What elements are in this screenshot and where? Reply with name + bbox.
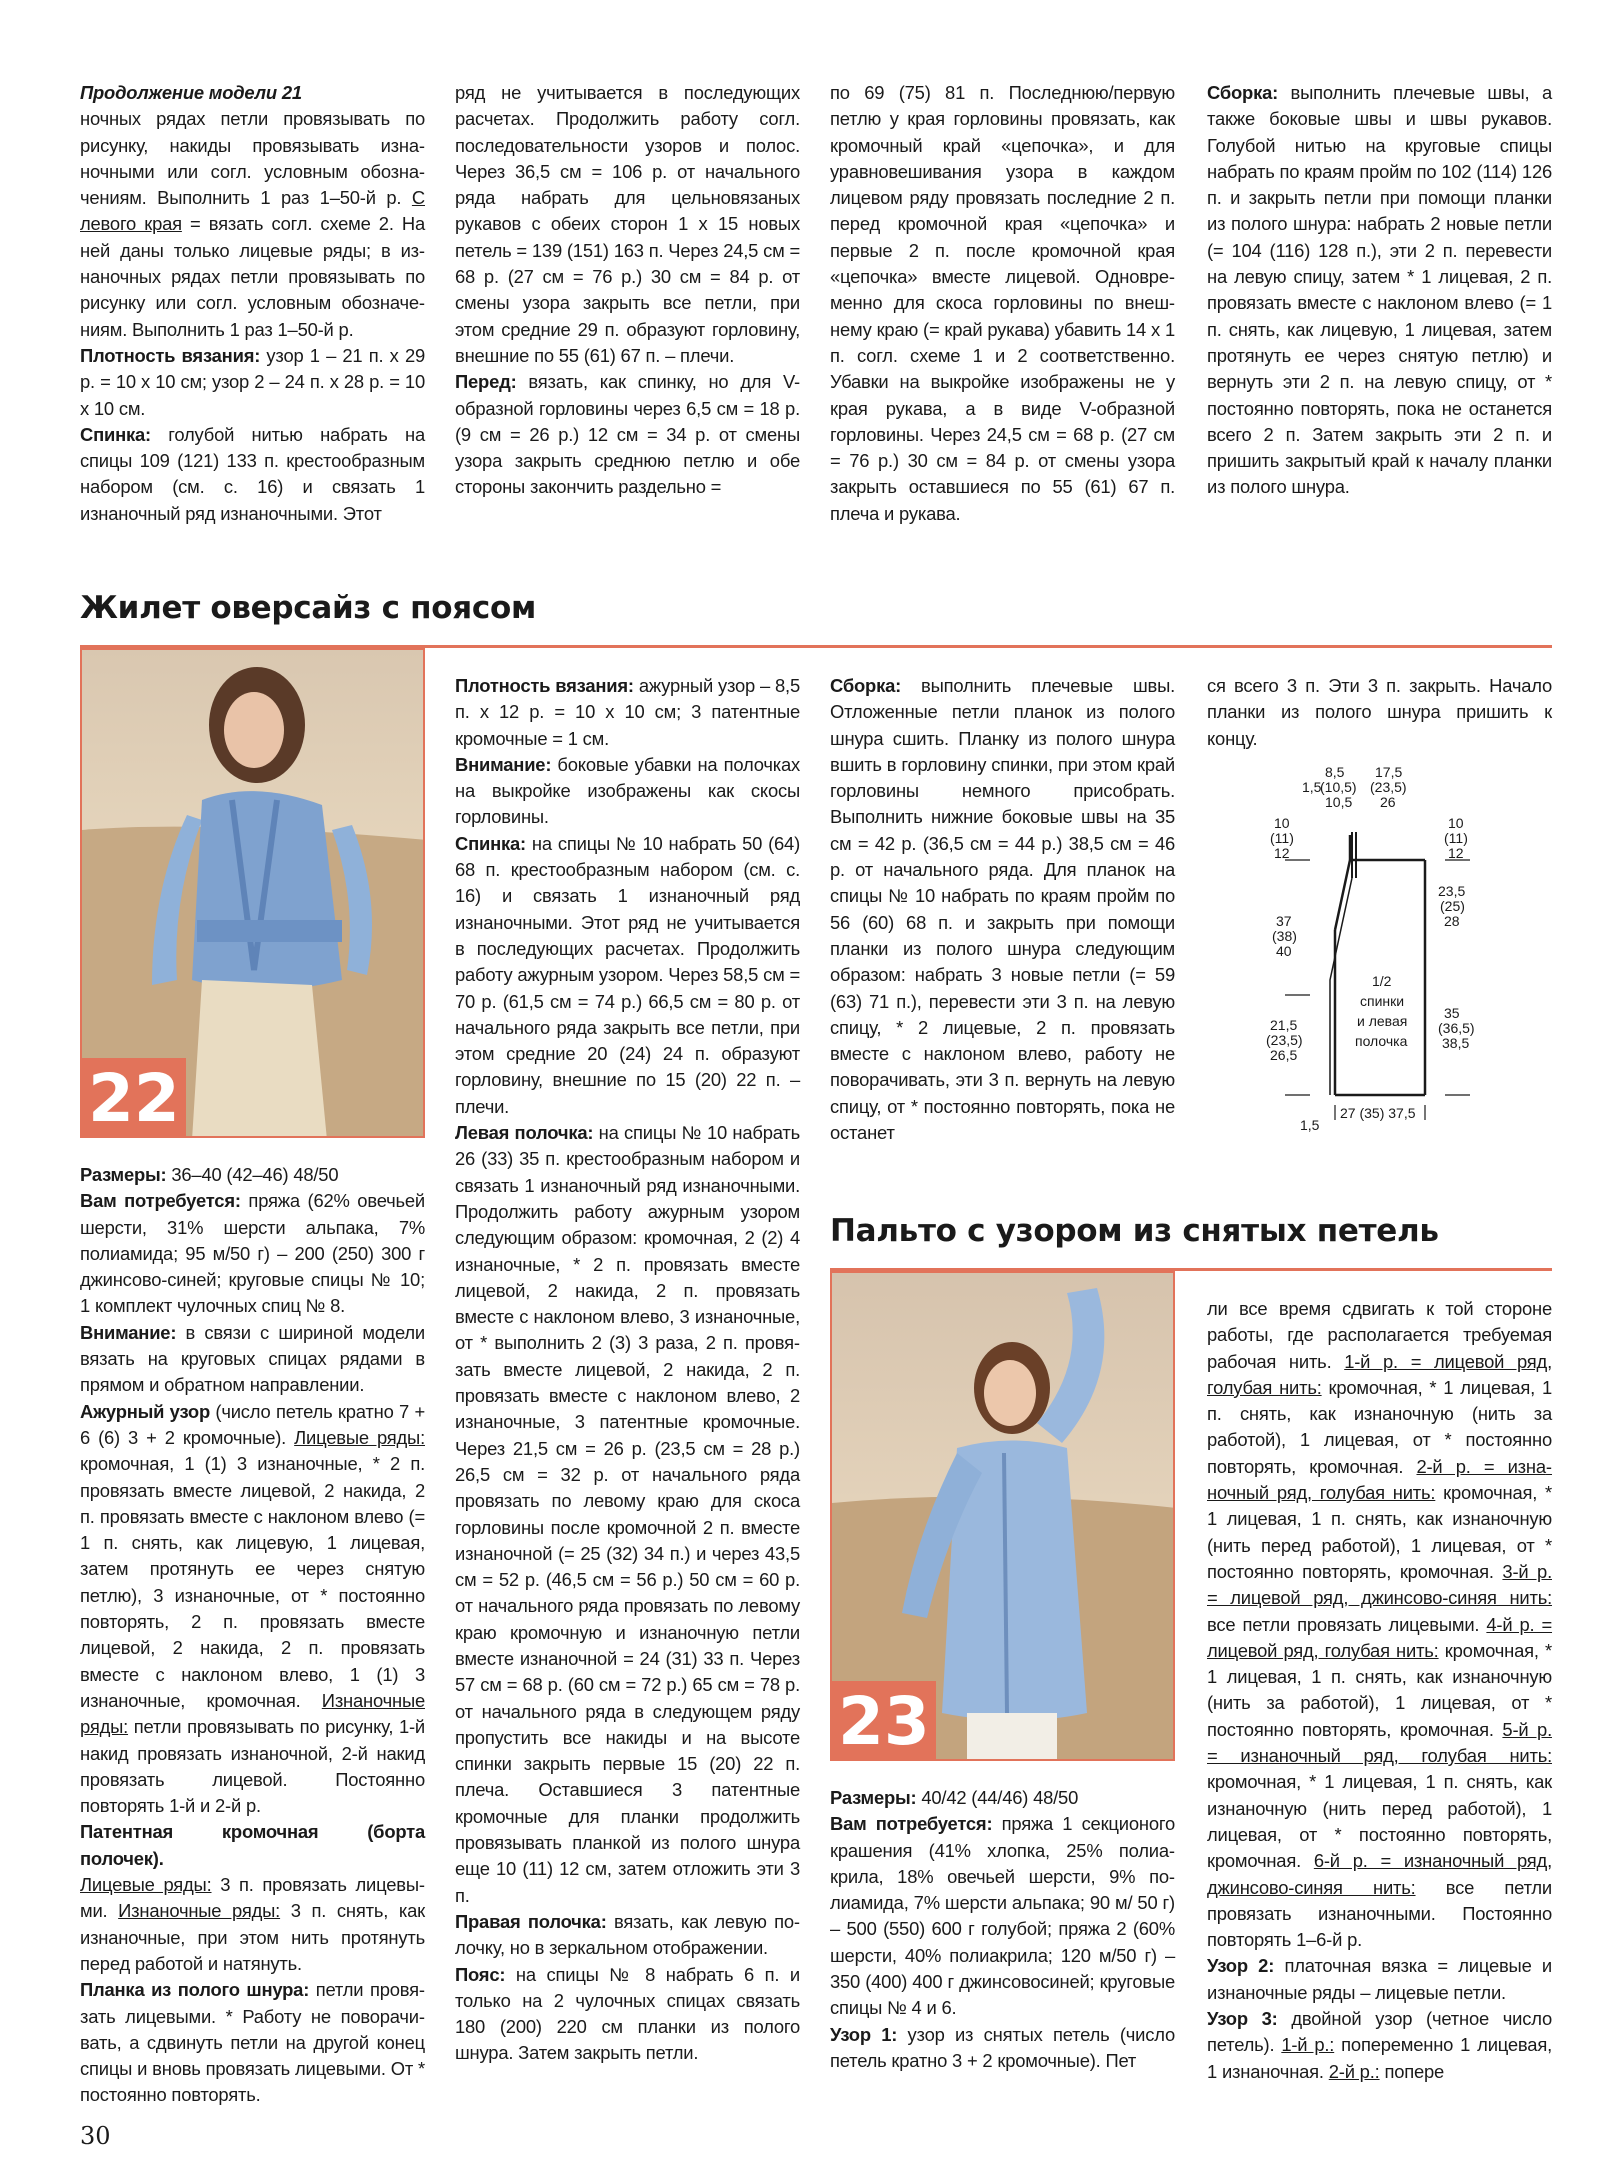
paragraph: по 69 (75) 81 п. Последнюю/первую петлю у края горловины провязать, как кромочный край «цепочка», и для уравновешивания узора в каждом лицевом ряду провязать последние 2 п. перед кромочной края «цепочка» и первые 2 п. после кромочной края «цепочка» вместе лицевой. Одновременно для скоса горловины по внешнему краю (= край рукава) убавить 14 х 1 п. согл. схеме 1 и 2 соответственно. Убавки на выкройке изображены не у края рукава, а в виде V-образной горловины. Через 24,5 см = 68 р. (27 см = 76 р.) 30 см = 84 р. от смены узора закрыть оставшиеся по 55 (61) 67 п. плеча и рукава.: [830, 82, 1175, 524]
coat-col-2: [1207, 1296, 1552, 2085]
schematic-neck-width: 8,5: [1325, 764, 1345, 780]
subheading: Спинка:: [455, 832, 526, 854]
text: 40/42 (44/46) 48/50: [916, 1787, 1079, 1808]
schematic-label-2: спинки: [1360, 993, 1405, 1009]
subheading: Сборка:: [830, 675, 902, 696]
text-underlined: 2-й р.:: [1328, 2060, 1380, 2082]
schematic-slope-1: 37: [1276, 913, 1292, 929]
vest-model-number: 22: [82, 1058, 186, 1136]
subheading: Пояс:: [455, 1963, 506, 1985]
schematic-lower-3: 26,5: [1270, 1047, 1298, 1063]
schematic-side-right-3: 12: [1448, 845, 1464, 861]
text: в связи с шириной модели вязать на круговых спицах рядами в прямом и обратном направлении.: [80, 1321, 425, 1396]
schematic-armhole-2: (25): [1440, 898, 1465, 914]
coat-photo: [830, 1271, 1175, 1761]
schematic-armhole-1: 23,5: [1438, 883, 1466, 899]
text: ажурный узор – 8,5 п. х 12 р. = 10 х 10 см; 3 патентные кромочные = 1 см.: [455, 675, 800, 749]
vest-col-3: [830, 673, 1175, 1146]
text-underlined: 6-й р. = изнаночный ряд, джинсово-синяя нить:: [1207, 1850, 1552, 1898]
schematic-side-right-1: 10: [1448, 815, 1464, 831]
subheading: Планка из полого шнура:: [80, 1979, 310, 2001]
continuation-title: Продолжение модели 21: [80, 82, 302, 103]
text: 3 п. снять, как изнаночные, при этом нить протянуть перед работой и натянуть.: [80, 1900, 425, 1974]
text-underlined: Лицевые ряды:: [294, 1426, 425, 1448]
schematic-body-2: (36,5): [1438, 1020, 1475, 1036]
schematic-neck-width-3: 10,5: [1325, 794, 1353, 810]
text-underlined: 3-й р. = лицевой ряд, джинсово-синяя нить:: [1207, 1560, 1552, 1609]
page-number: 30: [80, 2122, 111, 2150]
vest-col-2: [455, 673, 800, 2067]
subheading: Спинка:: [80, 423, 151, 445]
text: выполнить плечевые швы. Отложенные петли планок из полого шнура сшить. Планку из полого шнура вшить в горловину спинки, при этом край горловины немного присобрать. Выполнить нижние боковые швы на 35 см = 42 р. (36,5 см = 44 р.) 38,5 см = 46 р. от начального ряда. Для планок на спицы № 10 набрать по краям пройм по 56 (60) 68 п. и закрыть при помощи планки из полого шнура следующим образом: набрать 3 новые петли (= 59 (63) 71 п.), перевести эти 3 п. на левую спицу, * 2 лицевые, 2 п. провязать вместе с наклоном влево, работу не поворачивать, эти 3 п. вернуть на левую спицу, от * постоянно повторять, пока не останет: [830, 675, 1175, 1144]
subheading: Внимание:: [455, 753, 552, 775]
continuation-col-2: [455, 80, 800, 501]
text: петли провязать лицевыми. * Работу не поворачивать, а сдвинуть петли на другой конец спицы и вновь провязать лицевыми. От * постоянно повторять.: [80, 1979, 426, 2106]
schematic-slope-3: 40: [1276, 943, 1292, 959]
text-underlined: Изнаночные ряды:: [80, 1689, 425, 1738]
schematic-lower-1: 21,5: [1270, 1017, 1298, 1033]
schematic-bottom-width: 27 (35) 37,5: [1340, 1105, 1416, 1121]
text: все петли провязать лицевыми.: [1207, 1613, 1487, 1635]
continuation-col-4: [1207, 80, 1552, 501]
text-underlined: 1-й р. = лицевой ряд, голубая нить:: [1207, 1350, 1552, 1398]
schematic-side-left-1: 10: [1274, 815, 1290, 831]
subheading: Ажурный узор: [80, 1400, 211, 1422]
subheading: Узор 1:: [830, 2023, 898, 2045]
text: узор 1 – 21 п. х 29 р. = 10 х 10 см; узор 2 – 24 п. х 28 р. = 10 х 10 см.: [80, 344, 426, 419]
text: все петли провязать изнаночными. Постоянно повторять 1–6-й р.: [1207, 1876, 1552, 1951]
text: попеременно 1 лицевая, 1 изнаночная.: [1207, 2034, 1552, 2082]
text-underlined: С левого края: [80, 187, 425, 235]
text: узор из снятых петель (число петель кратно 3 + 2 кромочные). Пет: [830, 2023, 1175, 2071]
text: кромочная, * 1 лицевая, 1 п. снять, как изнаночную (нить перед работой), 1 лицевая, от * постоянно повторять, кромочная.: [1207, 1771, 1552, 1872]
subheading: Правая полочка:: [455, 1910, 607, 1932]
text: платочная вязка = лицевые и изнаночные ряды – лицевые петли.: [1207, 1955, 1552, 2003]
text: кромочная, 1 (1) 3 изнаночные, * 2 п. провязать вместе лицевой, 2 накида, 2 п. провязать вместе с наклоном влево (= 1 п. снять, как лицевую, 1 лицевая, затем протянуть ее через снятую петлю), 3 изнаночные, от * постоянно повторять, 2 п. провязать вместе лицевой, 2 накида, 2 п. провязать вместе с наклоном влево, 1 (1) 3 изнаночные, кромочная.: [80, 1453, 425, 1711]
continuation-col-3: [830, 80, 1175, 527]
subheading: Размеры:: [80, 1164, 167, 1185]
paragraph: ся всего 3 п. Эти 3 п. закрыть. Начало планки из полого шнура пришить к концу.: [1207, 675, 1552, 749]
coat-model-number: 23: [832, 1681, 936, 1759]
text-underlined: Лицевые ряды:: [80, 1874, 212, 1896]
schematic-bottom-small: 1,5: [1300, 1117, 1320, 1133]
subheading: Сборка:: [1207, 82, 1279, 103]
subheading: Узор 3:: [1207, 2008, 1278, 2030]
schematic-side-left-2: (11): [1270, 830, 1294, 846]
paragraph: ряд не учитывается в последующих расчетах. Продолжить работу согл. последовательности узоров и полос. Через 36,5 см = 106 р. от начального ряда набрать для цельновязаных рукавов с обеих сторон 1 х 15 новых петель = 139 (151) 163 п. Через 24,5 см = 68 р. (27 см = 76 р.) 30 см = 84 р. от смены узора закрыть все петли, при этом средние 29 п. образуют горловину, внешние по 55 (61) 67 п. – плечи.: [455, 82, 800, 366]
text: кромочная, * 1 лицевая, 1 п. снять, как изнаночную (нить перед работой), 1 лицевая, от * постоянно повторять, кромочная.: [1207, 1482, 1552, 1582]
schematic-label-4: полочка: [1355, 1033, 1408, 1049]
subheading: Узор 2:: [1207, 1955, 1275, 1977]
text: пряжа (62% овечьей шерсти, 31% шерсти альпака, 7% полиамида; 95 м/50 г) – 200 (250) 300 г джинсово-синей; круговые спицы № 10; 1 комплект чулочных спиц № 8.: [80, 1190, 425, 1317]
schematic-label-3: и левая: [1357, 1013, 1408, 1029]
text: кромочная, * 1 лицевая, 1 п. снять, как изнаночную (нить за работой), 1 лицевая, от * постоянно повторять, кромочная.: [1207, 1639, 1552, 1740]
schematic-left-small: 1,5: [1302, 779, 1322, 795]
text-underlined: 5-й р. = изнаночный ряд, голубая нить:: [1207, 1718, 1552, 1767]
text-underlined: Изнаночные ряды:: [118, 1900, 281, 1922]
schematic-shoulder-width: 17,5: [1375, 764, 1403, 780]
schematic-armhole-3: 28: [1444, 913, 1460, 929]
text: ли все время сдвигать к той стороне работы, где располагается требуемая рабочая нить.: [1207, 1298, 1552, 1372]
vest-col-1: [80, 1162, 425, 2109]
subheading: Размеры:: [830, 1787, 917, 1808]
text-underlined: 4-й р. = лицевой ряд, голубая нить:: [1207, 1613, 1553, 1661]
text: голубой нитью набрать на спицы 109 (121) 133 п. крестообразным набором (см. с. 16) и связать 1 изнаночный ряд изнаночными. Этот: [80, 423, 425, 524]
vest-heading: Жилет оверсайз с поясом: [80, 590, 537, 626]
text: кромочная, * 1 лицевая, 1 п. снять, как изнаночную (нить за работой), 1 лицевая, от * постоянно повторять, кромочная.: [1207, 1376, 1552, 1477]
text: 36–40 (42–46) 48/50: [166, 1164, 339, 1185]
vest-col-4: [1207, 673, 1552, 752]
text: двойной узор (четное число петель).: [1207, 2008, 1552, 2056]
text: попере: [1379, 2060, 1445, 2082]
subheading: Перед:: [455, 371, 517, 393]
schematic-neck-width-2: (10,5): [1320, 779, 1357, 795]
subheading: Внимание:: [80, 1321, 177, 1343]
text: на спицы № 10 набрать 50 (64) 68 п. крестообразным набором (см. с. 16) и связать 1 изнаночный ряд изнаночными. Этот ряд не учитывается в последующих расчетах. Продолжить работу ажурным узором. Через 58,5 см = 70 р. (61,5 см = 74 р.) 66,5 см = 80 р. от начального ряда закрыть все петли, при этом средние 20 (24) 24 п. образуют горловину, внешние по 15 (20) 22 п. – плечи.: [455, 832, 800, 1117]
subheading: Вам потребуется:: [80, 1190, 241, 1212]
schematic-shoulder-width-3: 26: [1380, 794, 1396, 810]
schematic-shoulder-width-2: (23,5): [1370, 779, 1407, 795]
text-underlined: 2-й р. = изнаночный ряд, голубая нить:: [1207, 1455, 1552, 1504]
text: на спицы № 10 набрать 26 (33) 35 п. крестообразным набором и связать 1 изнаночный ряд изнаночными. Продолжить работу ажурным узором следующим образом: кромочная, 2 (2) 4 изнаночные, * 2 п. провязать вместе лицевой, 2 накида, 2 п. провязать вместе с наклоном влево, 3 изнаночные, от * выполнить 2 (3) 3 раза, 2 п. провязать вместе лицевой, 2 накида, 2 п. провязать вместе с наклоном влево, 2 изнаночные, 3 патентные кромочные. Через 21,5 см = 26 р. (23,5 см = 28 р.) 26,5 см = 32 р. от начального ряда провязать по левому краю для скоса горловины после кромочной 2 п. вместе изнаночной (= 25 (32) 34 п.) и через 43,5 см = 52 р. (46,5 см = 56 р.) 50 см = 60 р. от начального ряда провязать по левому краю кромочную и изнаночную петли вместе изнаночной = 24 (31) 33 п. Через 57 см = 68 р. (60 см = 72 р.) 65 см = 78 р. от начального ряда в следующем ряду пропустить все накиды и на высоте спинки закрыть первые 15 (20) 22 п. плеча. Оставшиеся 3 патентные кромочные для планки продолжить провязывать планкой из полого шнура еще 10 (11) 12 см, затем отложить эти 3 п.: [455, 1122, 801, 1906]
continuation-col-1: [80, 80, 425, 527]
subheading: Плотность вязания:: [80, 344, 261, 366]
subheading: Левая полочка:: [455, 1122, 594, 1144]
text: пряжа 1 секционого крашения (41% хлопка, 25% полиакрила, 18% овечьей шерсти, 9% полиамида, 7% шерсти альпака; 90 м/ 50 г) – 500 (550) 600 г голубой; пряжа 2 (60% шерсти, 40% полиакрила; 120 м/50 г) – 350 (400) 400 г джинсовосиней; круговые спицы № 4 и 6.: [830, 1813, 1175, 2019]
text: выполнить плечевые швы, а также боковые швы и швы рукавов. Голубой нитью на круговые спицы набрать по краям пройм по 102 (114) 126 п. и закрыть петли при помощи планки из полого шнура: набрать 2 новые петли (= 104 (116) 128 п.), эти 2 п. перевести на левую спицу, затем * 1 лицевая, 2 п. провязать вместе с наклоном влево (= 1 п. снять, как лицевую, 1 лицевая, затем протянуть ее через снятую петлю) и вернуть эти 2 п. на левую спицу, от * постоянно повторять, пока не останется всего 2 п. Затем закрыть эти 2 п. и пришить закрытый край к началу планки из полого шнура.: [1207, 82, 1552, 498]
vest-photo: [80, 648, 425, 1138]
subheading: Вам потребуется:: [830, 1813, 993, 1835]
text: 3 п. провязать лицевыми.: [80, 1874, 426, 1922]
text: ночных рядах петли провязывать по рисунку, накиды провязывать изнаночными или согл. условным обозначениям. Выполнить 1 раз 1–50-й р.: [80, 108, 425, 209]
text: петли провязывать по рисунку, 1-й накид провязать изнаночной, 2-й накид провязать лицевой. Постоянно повторять 1-й и 2-й р.: [80, 1716, 425, 1817]
text-underlined: 1-й р.:: [1281, 2034, 1335, 2056]
schematic-outline: [1335, 835, 1425, 1095]
text: (число петель кратно 7 + 6 (6) 3 + 2 кромочные).: [80, 1400, 425, 1448]
text: = вязать согл. схеме 2. На ней даны только лицевые ряды; в изнаночных рядах петли провязывать по рисунку или согл. условным обозначениям. Выполнить 1 раз 1–50-й р.: [80, 213, 425, 340]
schematic-body-3: 38,5: [1442, 1035, 1470, 1051]
text: вязать, как левую полочку, но в зеркальном отображении.: [455, 1910, 800, 1959]
coat-col-1: [830, 1785, 1175, 2074]
subheading: Патентная кромочная (борта полочек).: [80, 1821, 425, 1869]
schematic-body-1: 35: [1444, 1005, 1460, 1021]
text: вязать, как спинку, но для V-образной горловины через 6,5 см = 18 р. (9 см = 26 р.) 12 см = 34 р. от смены узора закрыть среднюю петлю и обе стороны закончить раздельно =: [455, 371, 800, 498]
text: боковые убавки на полочках на выкройке изображены как скосы горловины.: [455, 753, 800, 828]
schematic-lower-2: (23,5): [1266, 1032, 1303, 1048]
text: на спицы № 8 набрать 6 п. и только на 2 чулочных спицах связать 180 (200) 220 см планки из полого шнура. Затем закрыть петли.: [455, 1963, 800, 2064]
schematic-side-right-2: (11): [1444, 830, 1468, 846]
schematic-label-1: 1/2: [1372, 973, 1392, 989]
schematic-side-left-3: 12: [1274, 845, 1290, 861]
vest-schematic: [1240, 760, 1560, 1150]
coat-heading: Пальто с узором из снятых петель: [830, 1213, 1439, 1249]
subheading: Плотность вязания:: [455, 675, 634, 696]
schematic-slope-2: (38): [1272, 928, 1297, 944]
